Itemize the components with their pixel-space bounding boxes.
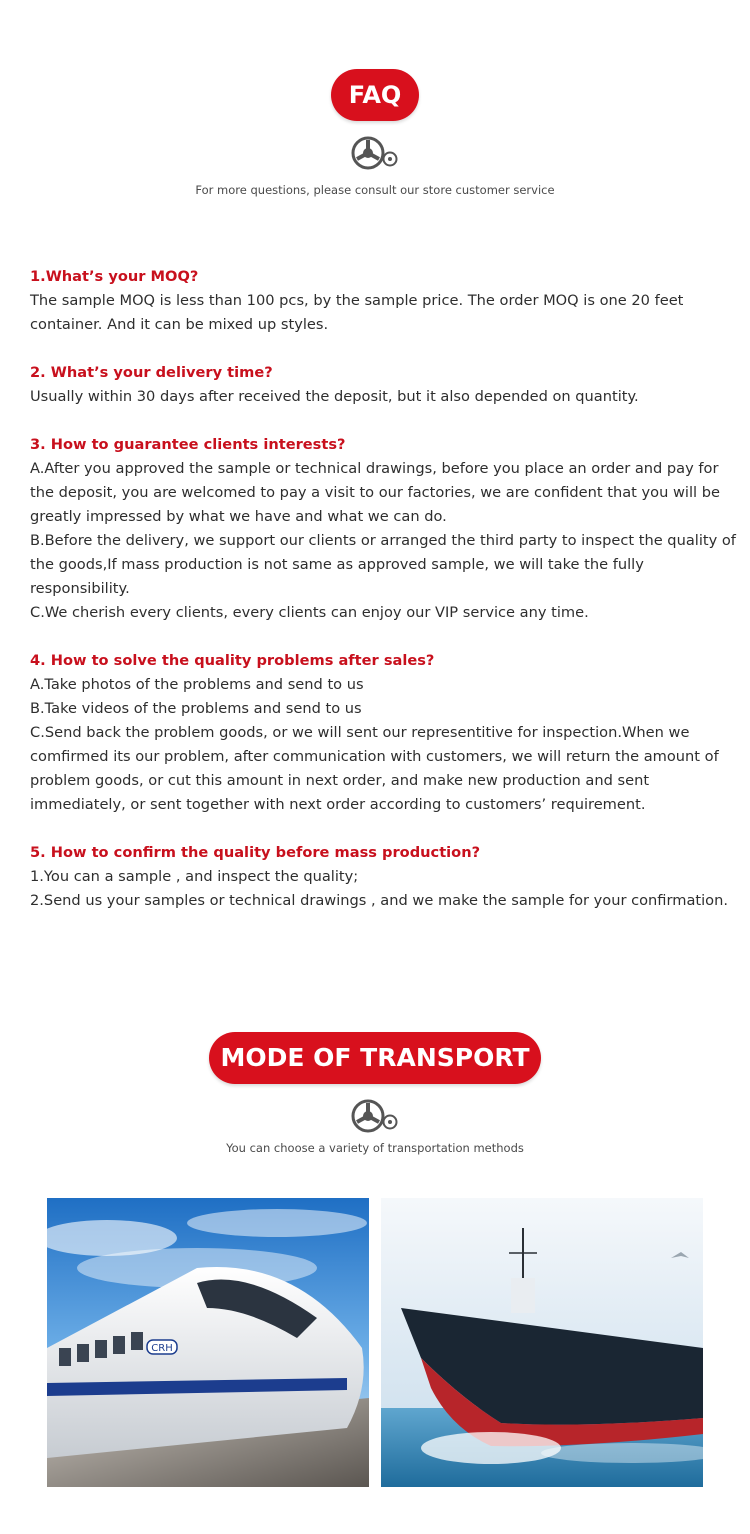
faq-answer: C.We cherish every clients, every clients can enjoy our VIP service any time. — [30, 604, 589, 621]
reel-emblem-icon — [350, 135, 400, 173]
ship-photo — [381, 1198, 703, 1487]
train-photo — [47, 1198, 369, 1487]
transport-title-pill: MODE OF TRANSPORT — [209, 1032, 541, 1084]
train-badge: CRH — [151, 1343, 173, 1354]
faq-answer: A.After you approved the sample or technical drawings, before you place an order and pay for the deposit, you are welcomed to pay a visit to our factories, we are confident that you will be greatly impressed by what we have and what we can do. — [30, 460, 720, 525]
faq-question: 5. How to confirm the quality before mass production? — [30, 844, 481, 861]
faq-question: 2. What’s your delivery time? — [30, 364, 273, 381]
faq-subtitle: For more questions, please consult our store customer service — [195, 183, 555, 197]
faq-answer: 1.You can a sample , and inspect the quality; — [30, 868, 359, 885]
faq-title-pill: FAQ — [331, 69, 419, 121]
transport-subtitle: You can choose a variety of transportation methods — [226, 1141, 524, 1155]
faq-item-2 — [30, 361, 742, 409]
faq-item-1 — [30, 265, 742, 337]
faq-item-3 — [30, 433, 742, 625]
faq-answer: B.Take videos of the problems and send to us — [30, 700, 362, 717]
faq-answer: Usually within 30 days after received the deposit, but it also depended on quantity. — [30, 388, 639, 405]
faq-item-5 — [30, 841, 742, 913]
faq-answer: C.Send back the problem goods, or we will sent our representitive for inspection.When we comfirmed its our problem, after communication with customers, we will return the amount of problem goods, or cut this amount in next order, and make new production and sent immediately, or sent together with next order according to customers’ requirement. — [30, 724, 719, 813]
reel-emblem-icon — [350, 1098, 400, 1136]
faq-question: 4. How to solve the quality problems after sales? — [30, 652, 435, 669]
faq-answer: A.Take photos of the problems and send to us — [30, 676, 364, 693]
faq-answer: B.Before the delivery, we support our clients or arranged the third party to inspect the quality of the goods,If mass production is not same as approved sample, we will take the fully responsibility. — [30, 532, 736, 597]
faq-answer: The sample MOQ is less than 100 pcs, by the sample price. The order MOQ is one 20 feet container. And it can be mixed up styles. — [30, 292, 684, 333]
faq-question: 3. How to guarantee clients interests? — [30, 436, 346, 453]
faq-question: 1.What’s your MOQ? — [30, 268, 199, 285]
faq-answer: 2.Send us your samples or technical drawings , and we make the sample for your confirmation. — [30, 892, 728, 909]
faq-item-4 — [30, 649, 742, 817]
